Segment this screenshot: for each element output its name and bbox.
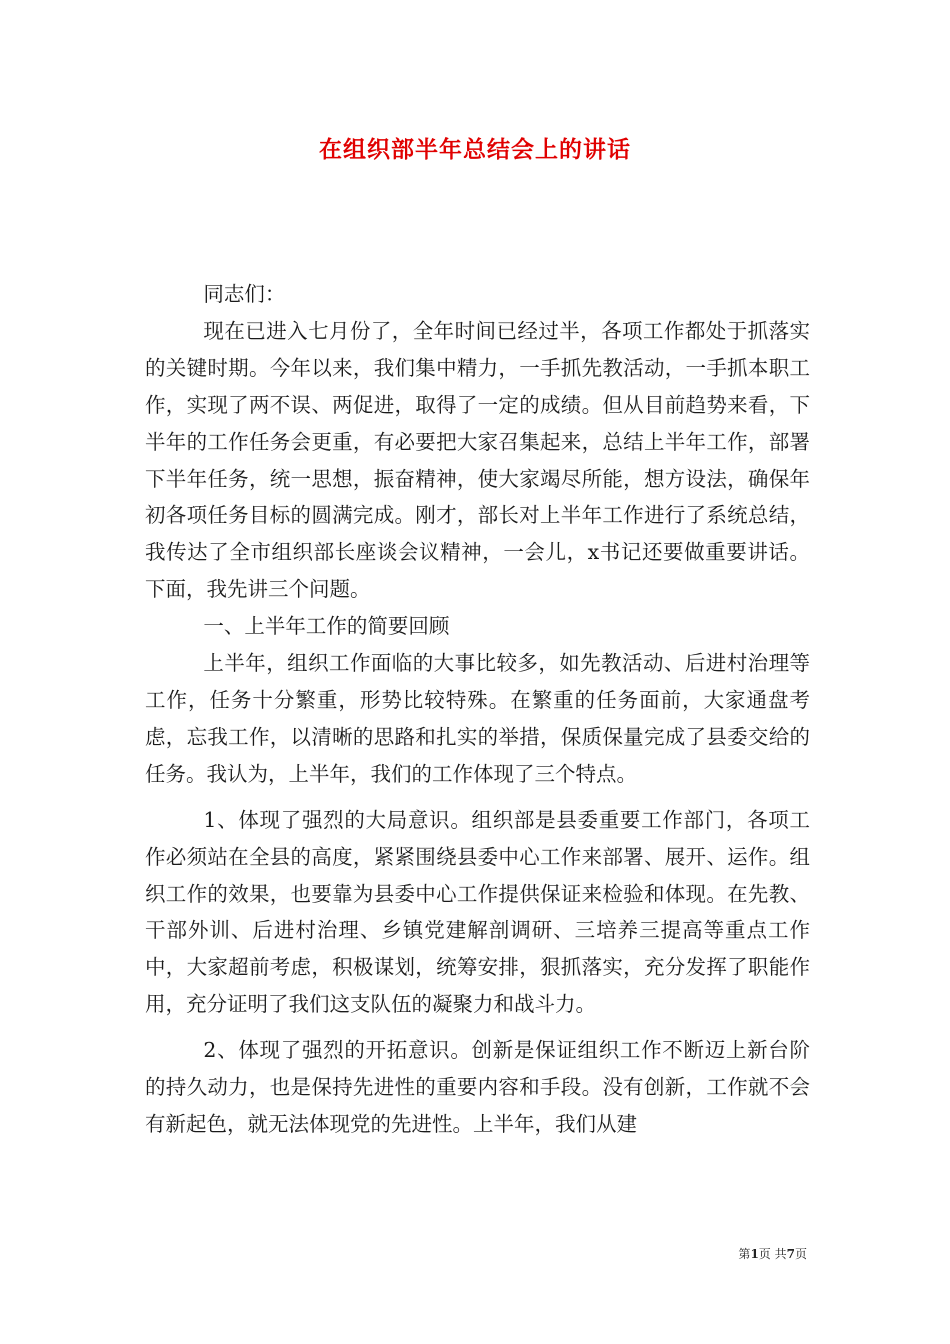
body-paragraph: 现在已进入七月份了，全年时间已经过半，各项工作都处于抓落实的关键时期。今年以来，我们集中精力，一手抓先教活动，一手抓本职工作，实现了两不误、两促进，取得了一定的成绩。但从目前趋势来看，下半年的工作任务会更重，有必要把大家召集起来，总结上半年工作，部署下半年任务，统一思想，振奋精神，使大家竭尽所能，想方设法，确保年初各项任务目标的圆满完成。刚才，部长对上半年工作进行了系统总结，我传达了全市组织部长座谈会议精神，一会儿，x书记还要做重要讲话。下面，我先讲三个问题。 [145, 318, 810, 602]
body-paragraph: 2、体现了强烈的开拓意识。创新是保证组织工作不断迈上新台阶的持久动力，也是保持先进性的重要内容和手段。没有创新，工作就不会有新起色，就无法体现党的先进性。上半年，我们从建 [145, 1038, 810, 1136]
salutation-paragraph: 同志们： [203, 282, 286, 306]
body-paragraph: 上半年，组织工作面临的大事比较多，如先教活动、后进村治理等工作，任务十分繁重，形势比较特殊。在繁重的任务面前，大家通盘考虑，忘我工作，以清晰的思路和扎实的举措，保质保量完成了县委交给的任务。我认为，上半年，我们的工作体现了三个特点。 [145, 651, 810, 786]
body-paragraph: 1、体现了强烈的大局意识。组织部是县委重要工作部门，各项工作必须站在全县的高度，紧紧围绕县委中心工作来部署、展开、运作。组织工作的效果，也要靠为县委中心工作提供保证来检验和体现。在先教、干部外训、后进村治理、乡镇党建解剖调研、三培养三提高等重点工作中，大家超前考虑，积极谋划，统筹安排，狠抓落实，充分发挥了职能作用，充分证明了我们这支队伍的凝聚力和战斗力。 [145, 807, 810, 1017]
footer-suffix: 页 [794, 1247, 807, 1261]
current-page-number: 1 [750, 1247, 759, 1261]
total-page-number: 7 [786, 1247, 795, 1261]
footer-middle: 页 共 [758, 1247, 787, 1261]
document-title: 在组织部半年总结会上的讲话 [319, 137, 631, 163]
section-heading: 一、上半年工作的简要回顾 [203, 614, 450, 639]
footer-prefix: 第 [738, 1247, 751, 1261]
document-body [145, 276, 810, 1143]
page-number-footer [0, 1246, 807, 1262]
